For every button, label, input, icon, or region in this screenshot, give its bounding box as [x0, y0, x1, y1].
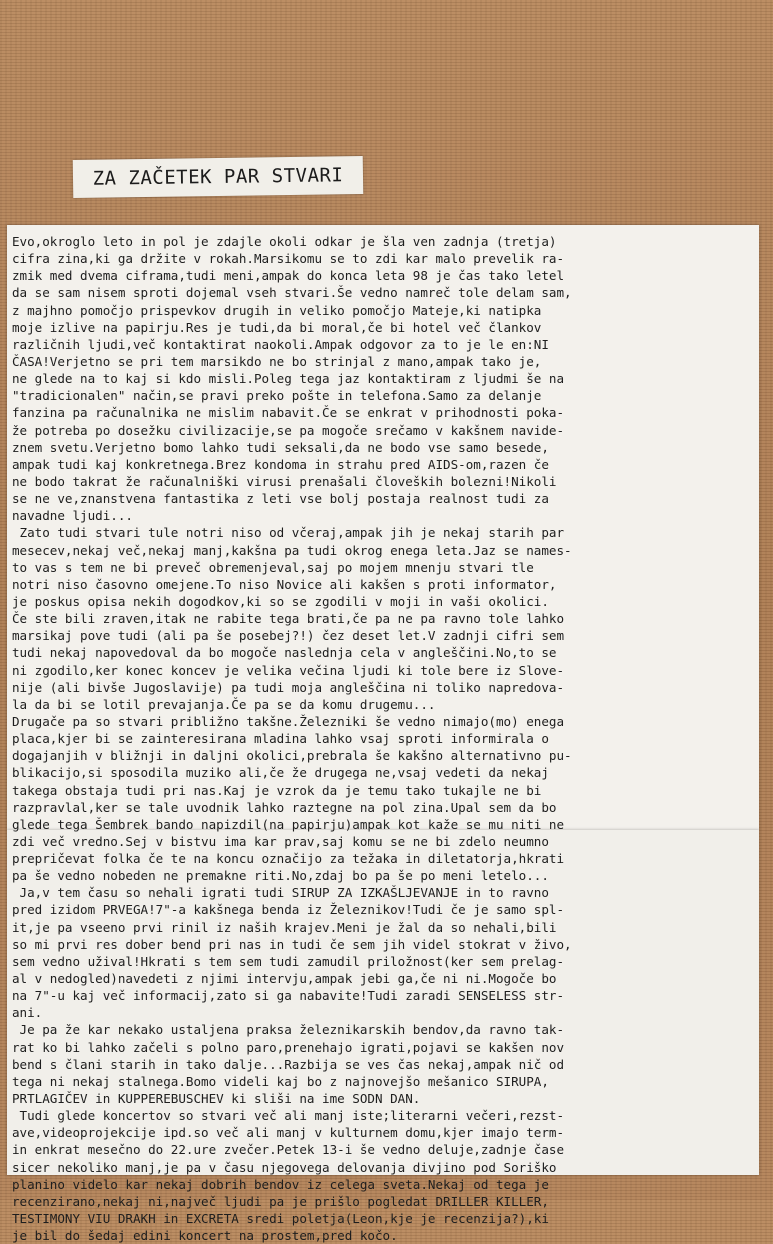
- text-line: bend s člani starih in tako dalje...Razbija se ves čas nekaj,ampak nič od: [12, 1056, 565, 1072]
- text-line: Je pa že kar nekako ustaljena praksa železnikarskih bendov,da ravno tak-: [12, 1022, 565, 1038]
- page-title: ZA ZAČETEK PAR STVARI: [92, 164, 344, 190]
- text-line: Drugače pa so stvari približno takšne.Železniki še vedno nimajo(mo) enega: [12, 713, 565, 729]
- text-line: zdi več vredno.Sej v bistvu ima kar prav,saj komu se ne bi zdelo neumno: [12, 833, 549, 849]
- text-line: planino videlo kar nekaj dobrih bendov iz celega sveta.Nekaj od tega je: [12, 1176, 549, 1192]
- title-label: [73, 156, 364, 198]
- text-line: znem svetu.Verjetno bomo lahko tudi seksali,da ne bodo vse samo besede,: [12, 439, 549, 455]
- text-line: Če ste bili zraven,itak ne rabite tega brati,če pa ne pa ravno tole lahko: [12, 611, 565, 627]
- text-line: blikacijo,si sposodila muziko ali,če že drugega ne,vsaj vedeti da nekaj: [12, 765, 549, 781]
- text-line: "tradicionalen" način,se pravi preko pošte in telefona.Samo za delanje: [12, 388, 542, 404]
- text-line: ave,videoprojekcije ipd.so več ali manj v kulturnem domu,kjer imajo term-: [12, 1125, 565, 1141]
- text-line: na 7"-u kaj več informacij,zato si ga nabavite!Tudi zaradi SENSELESS str-: [12, 988, 565, 1004]
- text-line: z majhno pomočjo prispevkov drugih in veliko pomočjo Mateje,ki natipka: [12, 302, 542, 318]
- text-line: zmik med dvema ciframa,tudi meni,ampak do konca leta 98 je čas tako letel: [12, 268, 565, 284]
- text-line: recenzirano,nekaj ni,največ ljudi pa je prišlo pogledat DRILLER KILLER,: [12, 1193, 549, 1209]
- text-line: marsikaj pove tudi (ali pa še posebej?!) čez deset let.V zadnji cifri sem: [12, 628, 565, 644]
- text-line: se ne ve,znanstvena fantastika z leti vse bolj postaja realnost tudi za: [12, 491, 549, 507]
- text-line: ne glede na to kaj si kdo misli.Poleg tega jaz kontaktiram z ljudmi še na: [12, 371, 565, 387]
- text-line: glede tega Šembrek bando napizdil(na papirju)ampak kot kaže se mu niti ne: [12, 816, 565, 832]
- text-line: različnih ljudi,več kontaktirat naokoli.Ampak odgovor za to je le en:NI: [12, 336, 549, 352]
- text-line: takega obstaja tudi pri nas.Kaj je vzrok da je temu tako tukajle ne bi: [12, 782, 542, 798]
- article-body: [12, 233, 757, 1244]
- text-line: PRTLAGIČEV in KUPPEREBUSCHEV ki sliši na ime SODN DAN.: [12, 1091, 421, 1107]
- text-line: placa,kjer bi se zainteresirana mladina lahko vsaj sproti informirala o: [12, 731, 549, 747]
- text-line: že potreba po dosežku civilizacije,se pa mogoče srečamo v kakšnem navide-: [12, 422, 565, 438]
- text-line: je poskus opisa nekih dogodkov,ki so se zgodili v moji in vaši okolici.: [12, 593, 549, 609]
- text-line: notri niso časovno omejene.To niso Novice ali kakšen s proti informator,: [12, 576, 557, 592]
- text-line: la da bi se lotil prevajanja.Če pa se da komu drugemu...: [12, 696, 436, 712]
- text-line: tudi nekaj napovedoval da bo mogoče naslednja cela v angleščini.No,to se: [12, 645, 557, 661]
- text-line: ni zgodilo,ker konec koncev je velika večina ljudi ki tole bere iz Slove-: [12, 662, 565, 678]
- text-line: so mi prvi res dober bend pri nas in tudi če sem jih videl stokrat v živo,: [12, 936, 572, 952]
- text-line: moje izlive na papirju.Res je tudi,da bi moral,če bi hotel več člankov: [12, 319, 542, 335]
- text-line: da se sam nisem sproti dojemal vseh stvari.Še vedno namreč tole delam sam,: [12, 285, 572, 301]
- text-line: pred izidom PRVEGA!7"-a kakšnega benda iz Železnikov!Tudi če je samo spl-: [12, 902, 565, 918]
- text-line: in enkrat mesečno do 22.ure zvečer.Petek 13-i še vedno deluje,zadnje čase: [12, 1142, 565, 1158]
- text-line: pa še vedno nobeden ne premakne riti.No,zdaj bo pa še po meni letelo...: [12, 868, 549, 884]
- text-line: sicer nekoliko manj,je pa v času njegovega delovanja divjino pod Soriško: [12, 1159, 557, 1175]
- text-line: navadne ljudi...: [12, 508, 133, 524]
- text-line: Evo,okroglo leto in pol je zdajle okoli odkar je šla ven zadnja (tretja): [12, 234, 557, 249]
- text-line: prepričevat folka če te na koncu označijo za težaka in diletatorja,hkrati: [12, 851, 565, 867]
- text-line: sem vedno užival!Hkrati s tem sem tudi zamudil priložnost(ker sem prelag-: [12, 953, 565, 969]
- text-line: ne bodo takrat že računalniški virusi prenašali človeških bolezni!Nikoli: [12, 473, 557, 489]
- text-line: tega ni nekaj stalnega.Bomo videli kaj bo z najnovejšo mešanico SIRUPA,: [12, 1073, 549, 1089]
- text-line: ampak tudi kaj konkretnega.Brez kondoma in strahu pred AIDS-om,razen če: [12, 456, 549, 472]
- text-line: nije (ali bivše Jugoslavije) pa tudi moja angleščina ni toliko napredova-: [12, 679, 565, 695]
- text-line: fanzina pa računalnika ne mislim nabavit.Če se enkrat v prihodnosti poka-: [12, 405, 565, 421]
- text-line: ani.: [12, 1005, 43, 1021]
- text-line: Tudi glede koncertov so stvari več ali manj iste;literarni večeri,rezst-: [12, 1108, 565, 1124]
- text-line: Zato tudi stvari tule notri niso od včeraj,ampak jih je nekaj starih par: [12, 525, 565, 541]
- text-line: to vas s tem ne bi preveč obremenjeval,saj po mojem mnenju stvari tle: [12, 559, 534, 575]
- text-line: mesecev,nekaj več,nekaj manj,kakšna pa tudi okrog enega leta.Jaz se names-: [12, 542, 572, 558]
- text-line: je bil do šedaj edini koncert na prostem,pred kočo.: [12, 1228, 398, 1244]
- text-line: al v nedogled)navedeti z njimi intervju,ampak jebi ga,če ni ni.Mogoče bo: [12, 971, 557, 987]
- text-line: dogajanjih v bližnji in daljni okolici,prebrala še kakšno alternativno pu-: [12, 748, 572, 764]
- text-line: Ja,v tem času so nehali igrati tudi SIRUP ZA IZKAŠLJEVANJE in to ravno: [12, 885, 549, 901]
- text-line: ČASA!Verjetno se pri tem marsikdo ne bo strinjal z mano,ampak tako je,: [12, 353, 542, 369]
- text-line: razpravlal,ker se tale uvodnik lahko raztegne na pol zina.Upal sem da bo: [12, 799, 557, 815]
- text-line: TESTIMONY VIU DRAKH in EXCRETA sredi poletja(Leon,kje je recenzija?),ki: [12, 1211, 549, 1227]
- text-line: cifra zina,ki ga držite v rokah.Marsikomu se to zdi kar malo prevelik ra-: [12, 251, 565, 267]
- text-line: rat ko bi lahko začeli s polno paro,prenehajo igrati,pojavi se kakšen nov: [12, 1039, 565, 1055]
- text-line: it,je pa vseeno prvi rinil iz naših krajev.Meni je žal da so nehali,bili: [12, 919, 557, 935]
